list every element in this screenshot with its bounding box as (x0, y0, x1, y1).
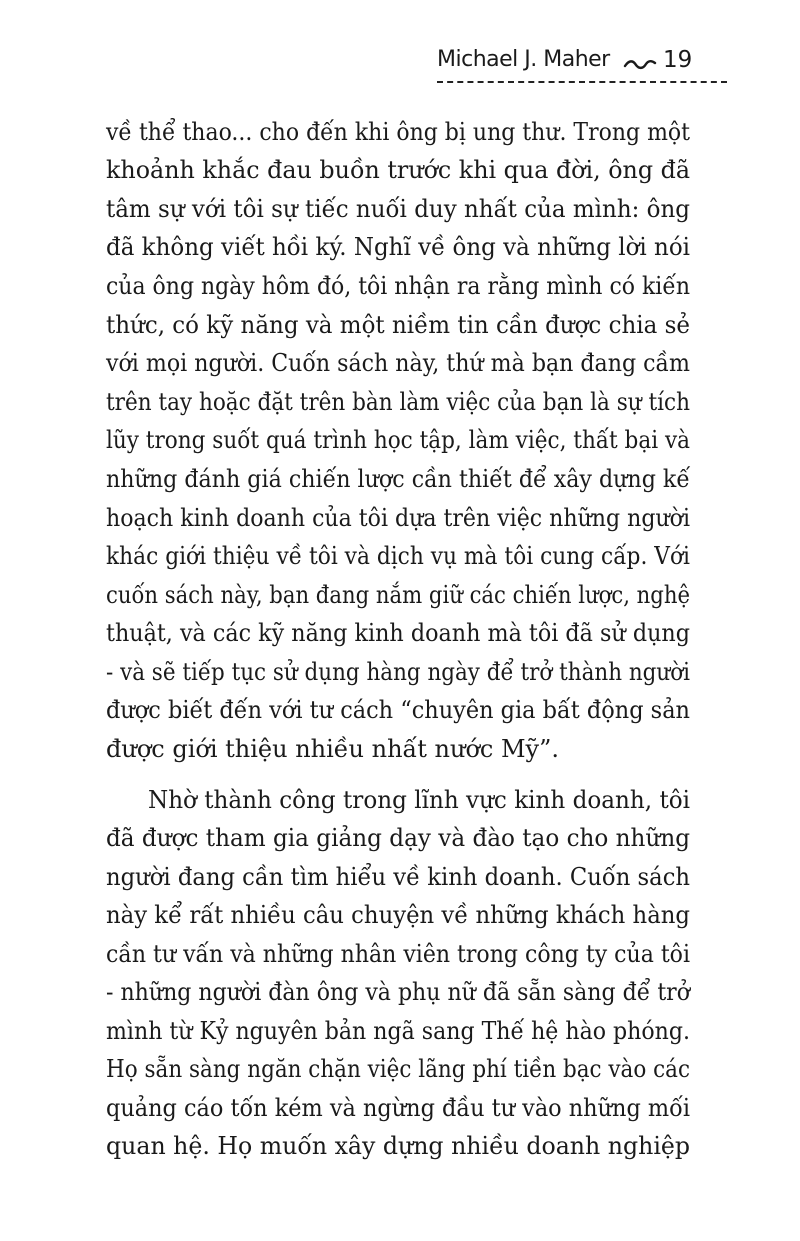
text-line: này kể rất nhiều câu chuyện về những khách hàng (106, 901, 690, 929)
text-line: đã được tham gia giảng dạy và đào tạo cho những (106, 824, 690, 852)
text-line: - những người đàn ông và phụ nữ đã sẵn sàng để trở (106, 978, 690, 1006)
text-line: lũy trong suốt quá trình học tập, làm việc, thất bại và (106, 426, 690, 454)
text-line: quan hệ. Họ muốn xây dựng nhiều doanh nghiệp (106, 1132, 690, 1160)
text-line: những đánh giá chiến lược cần thiết để xây dựng kế (106, 465, 690, 493)
text-line: Nhờ thành công trong lĩnh vực kinh doanh, tôi (148, 786, 690, 814)
text-line: người đang cần tìm hiểu về kinh doanh. Cuốn sách (106, 863, 690, 891)
text-line: được biết đến với tư cách “chuyên gia bất động sản (106, 696, 690, 724)
text-line: hoạch kinh doanh của tôi dựa trên việc những người (106, 504, 690, 532)
header-dashed-rule (437, 81, 727, 83)
text-line: cần tư vấn và những nhân viên trong công ty của tôi (106, 940, 690, 968)
text-line: được giới thiệu nhiều nhất nước Mỹ”. (106, 735, 559, 763)
text-line: Họ sẵn sàng ngăn chặn việc lãng phí tiền bạc vào các (106, 1055, 690, 1083)
page-number: 19 (663, 47, 693, 73)
text-line: - và sẽ tiếp tục sử dụng hàng ngày để trở thành người (106, 658, 690, 686)
text-line: mình từ Kỷ nguyên bản ngã sang Thế hệ hào phóng. (106, 1017, 690, 1045)
text-line: với mọi người. Cuốn sách này, thứ mà bạn đang cầm (106, 349, 690, 377)
text-line: cuốn sách này, bạn đang nắm giữ các chiến lược, nghệ (106, 581, 690, 609)
text-line: thuật, và các kỹ năng kinh doanh mà tôi đã sử dụng (106, 619, 690, 647)
running-head (437, 45, 727, 85)
text-line: khác giới thiệu về tôi và dịch vụ mà tôi cung cấp. Với (106, 542, 690, 570)
text-line: quảng cáo tốn kém và ngừng đầu tư vào những mối (106, 1094, 690, 1122)
author-name: Michael J. Maher (437, 47, 610, 72)
text-line: về thể thao... cho đến khi ông bị ung thư. Trong một (106, 118, 690, 146)
text-line: thức, có kỹ năng và một niềm tin cần được chia sẻ (106, 311, 690, 339)
text-line: đã không viết hồi ký. Nghĩ về ông và những lời nói (106, 233, 690, 261)
text-line: trên tay hoặc đặt trên bàn làm việc của bạn là sự tích (106, 388, 690, 416)
text-line: của ông ngày hôm đó, tôi nhận ra rằng mình có kiến (106, 272, 690, 300)
text-line: khoảnh khắc đau buồn trước khi qua đời, ông đã (106, 156, 690, 184)
swash-ornament-icon (623, 57, 657, 71)
text-line: tâm sự với tôi sự tiếc nuối duy nhất của mình: ông (106, 195, 690, 223)
